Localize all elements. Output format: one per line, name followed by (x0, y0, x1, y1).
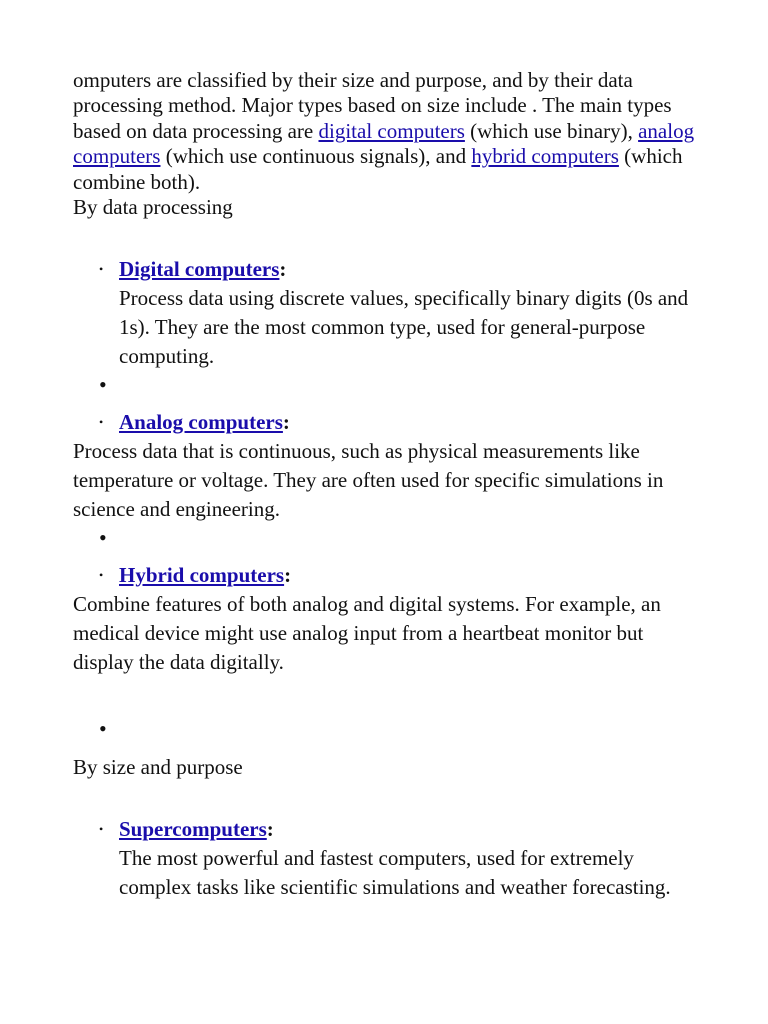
empty-bullet-icon: • (99, 716, 107, 741)
analog-computers-title-link[interactable]: Analog computers (119, 410, 283, 434)
hybrid-computers-title-link[interactable]: Hybrid computers (119, 563, 285, 587)
title-colon: : (284, 563, 292, 587)
item-description-hybrid: Combine features of both analog and digital systems. For example, an medical device might use analog input from a heartbeat monitor but display the data digitally. (73, 592, 661, 674)
bullet-icon: • (99, 415, 104, 429)
digital-computers-title-link[interactable]: Digital computers (119, 257, 280, 281)
item-title-supercomputers (119, 817, 274, 842)
title-colon: : (279, 257, 287, 281)
supercomputers-title-link[interactable]: Supercomputers (119, 817, 267, 841)
intro-paragraph (73, 68, 703, 195)
bullet-icon: • (99, 568, 104, 582)
title-colon: : (282, 410, 290, 434)
hybrid-computers-link[interactable]: hybrid computers (471, 144, 619, 169)
bullet-icon: • (99, 822, 104, 836)
intro-text-3: (which use continuous signals), and (160, 144, 472, 169)
digital-computers-link[interactable]: digital computers (318, 118, 465, 143)
analog-computers-link[interactable]: analog computers (73, 118, 695, 169)
intro-text-1: omputers are classified by their size and purpose, and by their data processing method. Major types based on size include . The main types based on data processing are (73, 68, 672, 143)
intro-text-4: (which combine both). (73, 144, 683, 194)
heading-by-size-and-purpose: By size and purpose (73, 755, 243, 779)
bullet-icon: • (99, 262, 104, 276)
item-title-hybrid (119, 563, 291, 588)
item-title-analog (119, 410, 290, 435)
heading-by-data-processing: By data processing (73, 195, 233, 219)
item-title-digital (119, 257, 286, 282)
item-description-digital: Process data using discrete values, specifically binary digits (0s and 1s). They are the most common type, used for general-purpose computing. (119, 286, 689, 368)
intro-text-2: (which use binary), (464, 118, 639, 143)
item-description-supercomputers: The most powerful and fastest computers, used for extremely complex tasks like scientific simulations and weather forecasting. (119, 846, 671, 899)
item-description-analog: Process data that is continuous, such as physical measurements like temperature or voltage. They are often used for specific simulations in science and engineering. (73, 439, 664, 521)
empty-bullet-icon: • (99, 525, 107, 550)
empty-bullet-icon: • (99, 372, 107, 397)
title-colon: : (266, 817, 274, 841)
